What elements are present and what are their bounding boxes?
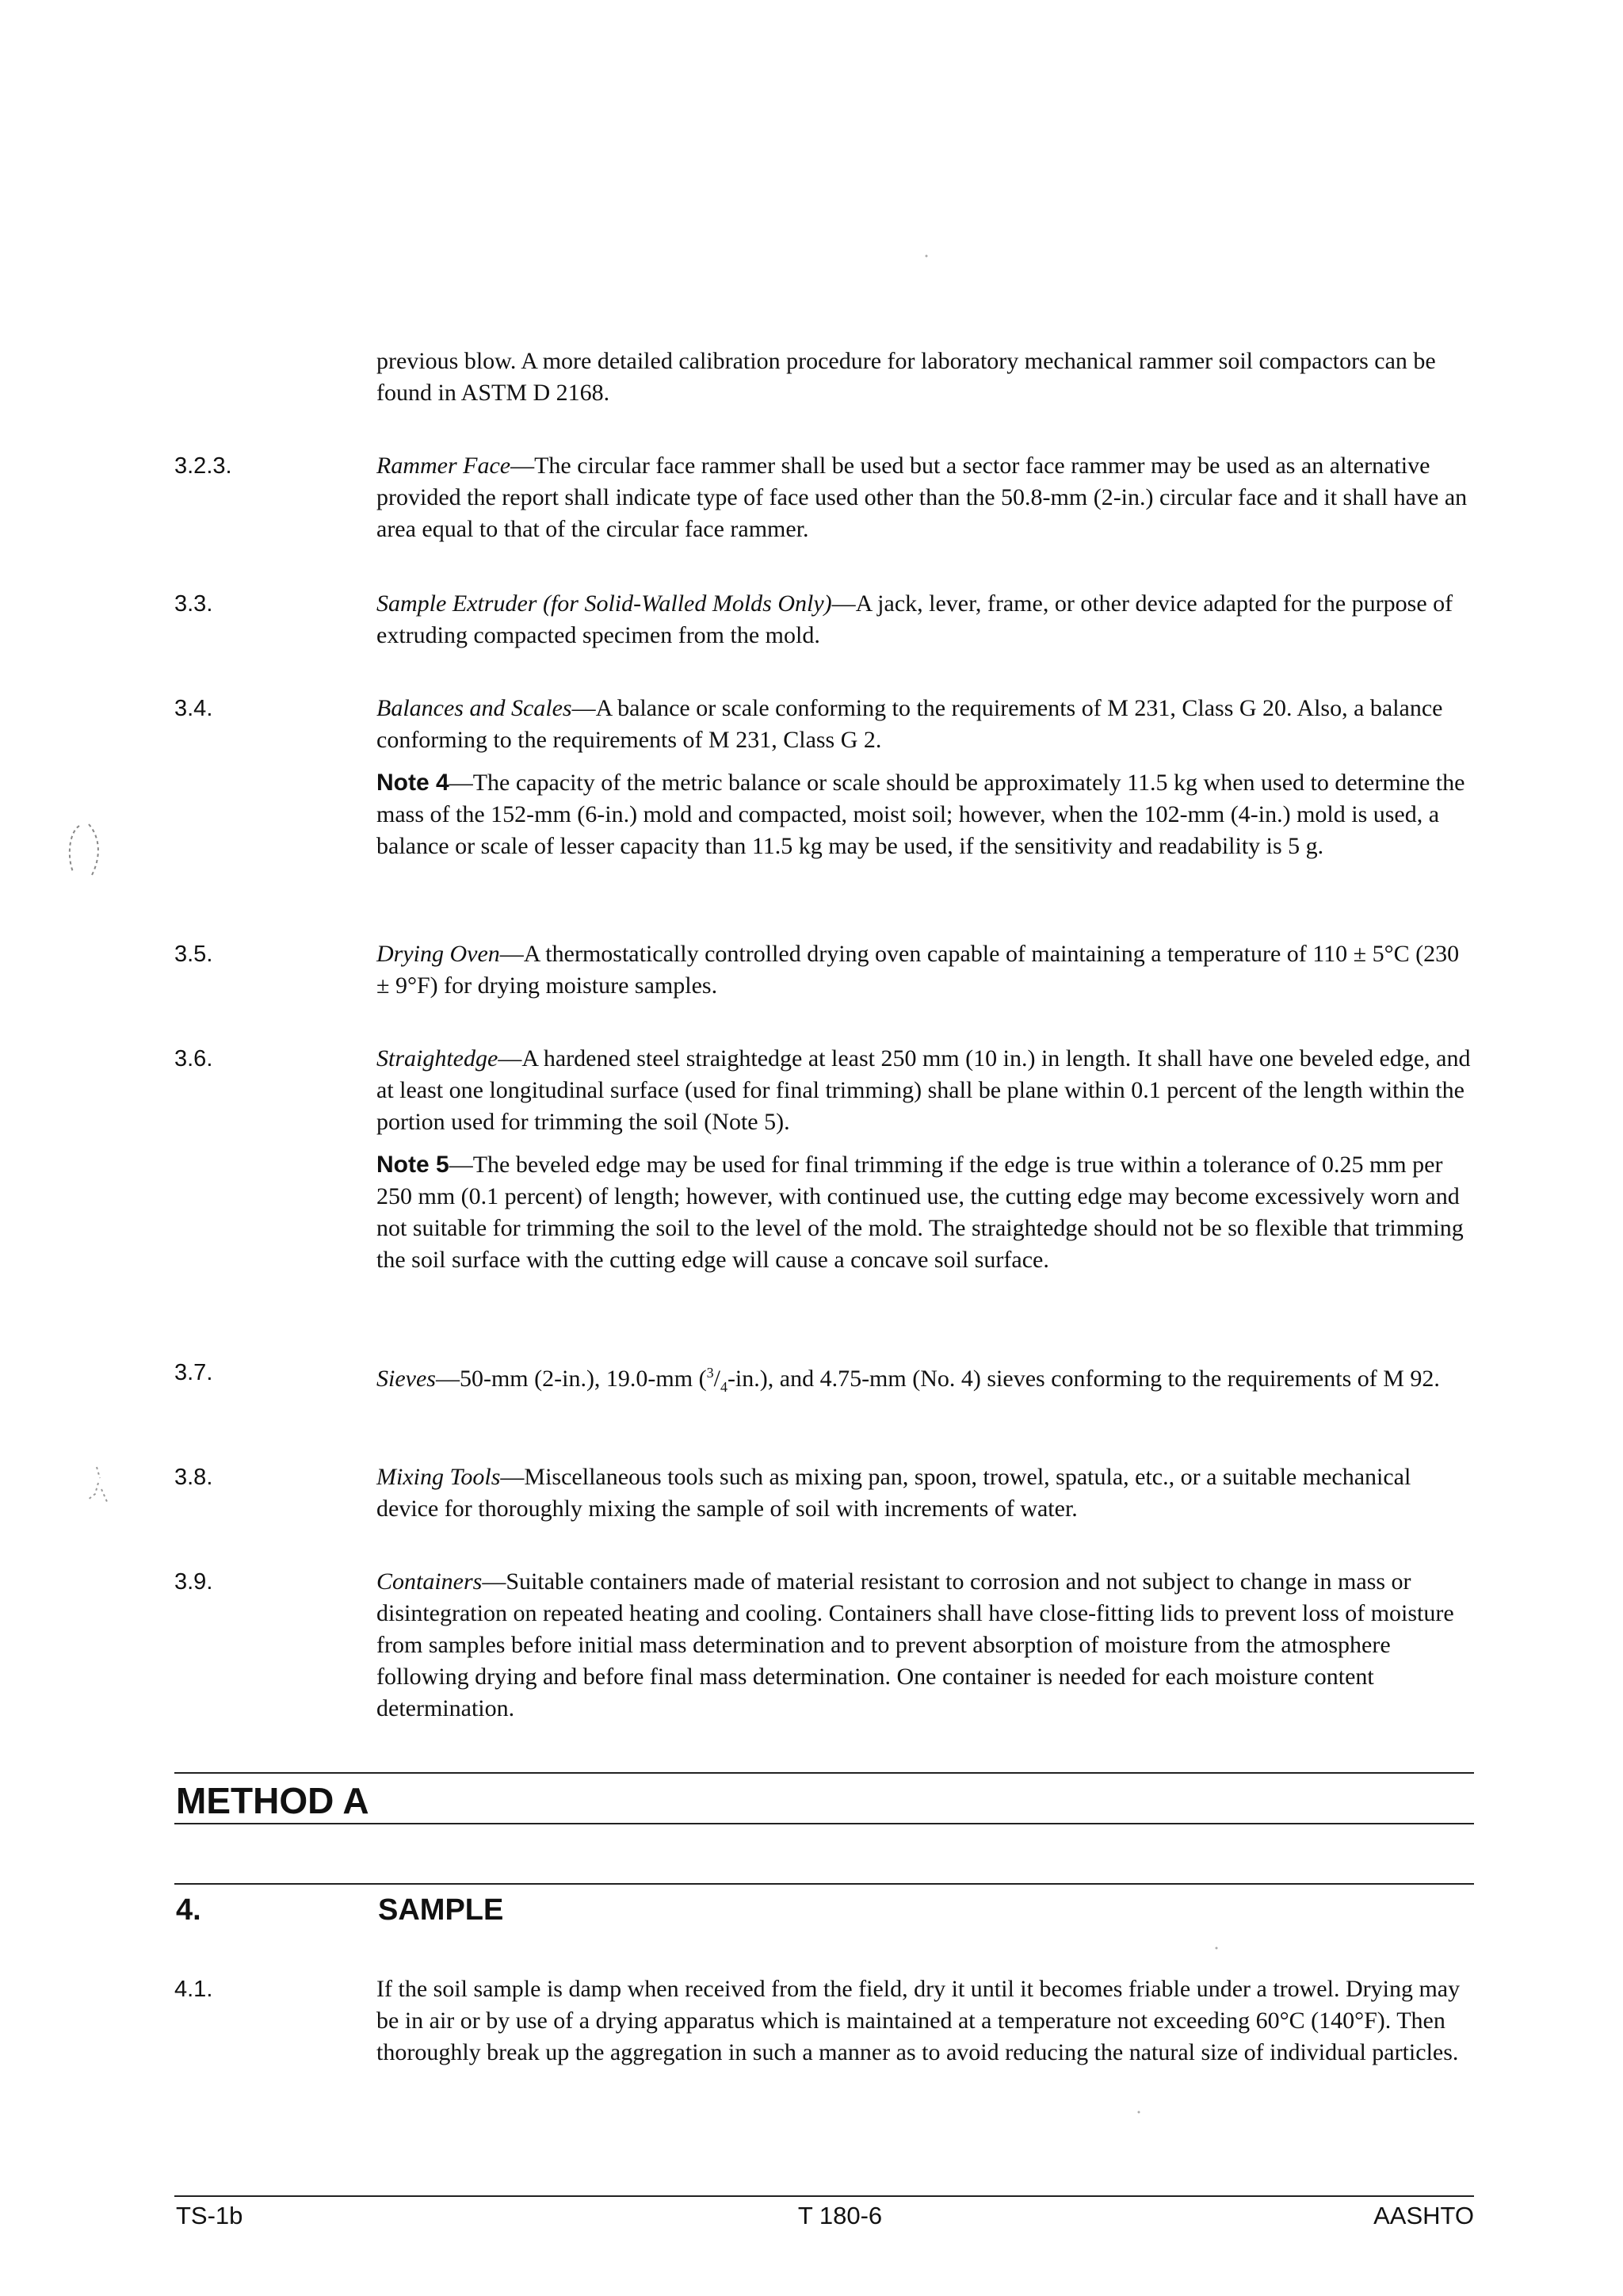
scan-artifact-dot <box>924 254 929 258</box>
section-number: 3.3. <box>174 591 213 617</box>
method-bottom-rule <box>174 1823 1474 1824</box>
note-text: —The beveled edge may be used for final trimming if the edge is true within a tolerance of 0.25 mm per 250 mm (0.1 percent) of length; however, with continued use, the cutting edge may become excessively worn and not suitable for trimming the soil to the level of the mold. The straightedge should not be so flexible that trimming the soil surface with the cutting edge will cause a concave soil surface. <box>376 1152 1464 1273</box>
scan-artifact-dot <box>1136 2110 1141 2115</box>
section-number: 3.7. <box>174 1360 213 1385</box>
note-5 <box>376 1149 1474 1276</box>
note-label: Note 5 <box>376 1152 449 1178</box>
section-text: —Suitable containers made of material resistant to corrosion and not subject to change in mass or disintegration on repeated heating and cooling. Containers shall have close-fitting lids to prevent loss of moisture from samples before initial mass determination and to prevent absorption of moisture from the atmosphere following drying and before final mass determination. One container is needed for each moisture content determination. <box>376 1568 1454 1721</box>
section-3-6 <box>174 1043 1474 1276</box>
section-term: Balances and Scales <box>376 695 572 721</box>
note-4 <box>376 767 1474 862</box>
note-label: Note 4 <box>376 770 449 796</box>
section-4-rule <box>174 1883 1474 1885</box>
section-number: 3.4. <box>174 696 213 721</box>
section-text-a: —50-mm (2-in.), 19.0-mm ( <box>435 1366 707 1392</box>
section-text: —A hardened steel straightedge at least 250 mm (10 in.) in length. It shall have one beveled edge, and at least one longitudinal surface (used for final trimming) shall be plane within 0.1 percent of the length within the portion used for trimming the soil (Note 5). <box>376 1045 1471 1135</box>
section-term: Drying Oven <box>376 941 500 967</box>
section-3-3 <box>174 588 1474 651</box>
section-term: Rammer Face <box>376 453 511 479</box>
section-number: 4.1. <box>174 1977 213 2002</box>
footer-left: TS-1b <box>176 2202 243 2229</box>
section-4-title: SAMPLE <box>378 1893 504 1927</box>
section-text: —A jack, lever, frame, or other device adapted for the purpose of extruding compacted specimen from the mold. <box>376 590 1453 648</box>
section-3-9 <box>174 1566 1474 1725</box>
note-text: —The capacity of the metric balance or scale should be approximately 11.5 kg when used to determine the mass of the 152-mm (6-in.) mold and compacted, moist soil; however, when the 102-mm (4-in.) mold is used, a balance or scale of lesser capacity than 11.5 kg may be used, if the sensitivity and readability is 5 g. <box>376 770 1465 859</box>
section-4-1 <box>174 1973 1474 2069</box>
section-3-8 <box>174 1461 1474 1525</box>
section-number: 3.8. <box>174 1465 213 1490</box>
section-text: If the soil sample is damp when received from the field, dry it until it becomes friable under a trowel. Drying may be in air or by use of a drying apparatus which is maintained at a temperature not exceeding 60°C (140°F). Then thoroughly break up the aggregation in such a manner as to avoid reducing the natural size of individual particles. <box>376 1976 1461 2065</box>
section-term: Mixing Tools <box>376 1464 501 1490</box>
section-term: Sample Extruder (for Solid-Walled Molds Only) <box>376 590 832 617</box>
section-number: 3.6. <box>174 1046 213 1072</box>
intro-text: previous blow. A more detailed calibration procedure for laboratory mechanical rammer soil compactors can be found in ASTM D 2168. <box>376 348 1436 406</box>
footer-rule <box>174 2195 1474 2197</box>
method-title: METHOD A <box>176 1780 369 1821</box>
section-text-b: -in.), and 4.75-mm (No. 4) sieves conforming to the requirements of M 92. <box>727 1366 1440 1392</box>
section-text: —A balance or scale conforming to the requirements of M 231, Class G 20. Also, a balance conforming to the requirements of M 231, Class G 2. <box>376 695 1443 753</box>
section-text: —The circular face rammer shall be used but a sector face rammer may be used as an alternative provided the report shall indicate type of face used other than the 50.8-mm (2-in.) circular face and it shall have an area equal to that of the circular face rammer. <box>376 453 1468 542</box>
section-number: 3.2.3. <box>174 453 232 479</box>
section-3-2-3 <box>174 450 1474 545</box>
scan-artifact-dot <box>1214 1946 1219 1950</box>
fraction-denominator: 4 <box>720 1379 727 1395</box>
method-top-rule <box>174 1772 1474 1774</box>
section-number: 3.5. <box>174 942 213 967</box>
section-3-7: 3.7. Sieves—50-mm (2-in.), 19.0-mm $(^3/_4-in.)$, and 4.75-mm (No. 4) sieves conforming to the requirements of M 92. <box>174 1357 1474 1403</box>
scan-artifact-mark <box>79 1462 119 1510</box>
footer-right: AASHTO <box>1373 2202 1474 2229</box>
section-text: —Miscellaneous tools such as mixing pan, spoon, trowel, spatula, etc., or a suitable mechanical device for thoroughly mixing the sample of soil with increments of water. <box>376 1464 1411 1522</box>
section-number: 3.9. <box>174 1569 213 1595</box>
section-4-number: 4. <box>176 1893 201 1927</box>
fraction-numerator: 3 <box>706 1365 714 1381</box>
section-3-4 <box>174 693 1474 862</box>
section-term: Containers <box>376 1568 483 1595</box>
intro-paragraph <box>174 346 1474 409</box>
scan-artifact-mark <box>55 816 111 888</box>
section-term: Straightedge <box>376 1045 498 1072</box>
section-term: Sieves <box>376 1366 436 1392</box>
section-3-5 <box>174 938 1474 1002</box>
section-text: —A thermostatically controlled drying oven capable of maintaining a temperature of 110 ± 5°C (230 ± 9°F) for drying moisture samples. <box>376 941 1460 999</box>
footer-center: T 180-6 <box>797 2202 883 2229</box>
